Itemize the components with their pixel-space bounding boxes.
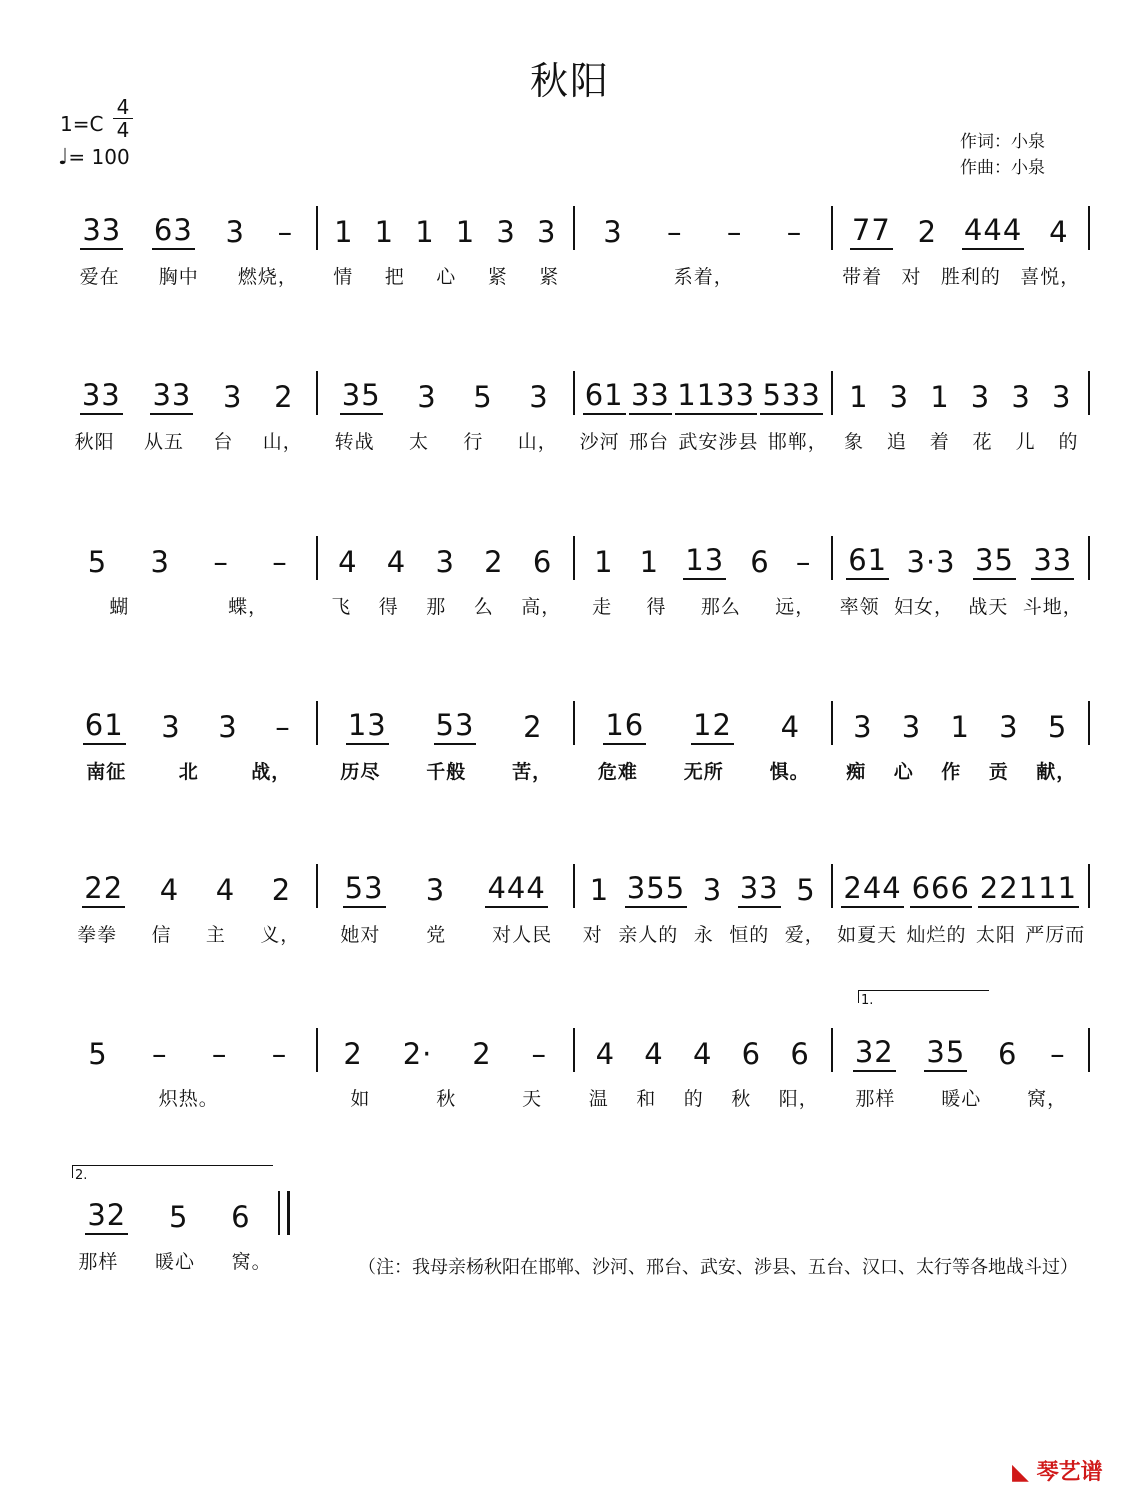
note: 61 (583, 377, 626, 415)
note: – (667, 215, 683, 249)
note: 33 (150, 377, 193, 415)
measure (318, 1036, 574, 1072)
lyric: 紧 (539, 266, 560, 288)
lyrics-measure (318, 427, 576, 454)
measure (575, 707, 831, 745)
lyric: 的 (1058, 431, 1079, 453)
final-barline (278, 1191, 290, 1235)
lyric: 天 (522, 1088, 543, 1110)
note: – (531, 1037, 548, 1071)
lyrics-measure (60, 427, 318, 454)
note: 4 (159, 873, 180, 907)
lyric: 燃烧， (237, 266, 298, 288)
note: 1 (455, 215, 476, 249)
lyric: 邯郸， (767, 431, 828, 453)
measure (833, 379, 1089, 415)
lyric: 斗地， (1022, 596, 1083, 618)
note: 13 (346, 707, 389, 745)
lyric: 痴 (846, 761, 867, 783)
note: 33 (738, 870, 781, 908)
lyrics-row (60, 1084, 1090, 1111)
barline (1088, 701, 1090, 745)
lyrics-measure (575, 920, 833, 947)
lyric: 从五 (144, 431, 185, 453)
time-signature-top: 4 (116, 95, 130, 119)
note: 1 (930, 380, 950, 414)
note: 4 (215, 873, 236, 907)
measure (575, 214, 831, 250)
note: 533 (760, 377, 822, 415)
note: 1133 (675, 377, 757, 415)
lyrics-row (60, 262, 1090, 289)
lyric: 如 (350, 1088, 371, 1110)
volta-second-ending: 2. (72, 1165, 273, 1178)
lyric: 秋 (436, 1088, 457, 1110)
lyric: 花 (972, 431, 993, 453)
note: 2 (274, 380, 294, 414)
key-signature: 1=C (60, 112, 104, 136)
note: 5 (473, 380, 493, 414)
lyric: 危难 (597, 761, 638, 783)
lyricist-credit: 作词：小泉 (960, 132, 1045, 152)
note: 6 (997, 1037, 1018, 1071)
measure (833, 212, 1089, 250)
measure (318, 377, 574, 415)
site-logo (1012, 1455, 1103, 1486)
note: – (211, 1037, 228, 1071)
note: 22111 (978, 870, 1079, 908)
measure (318, 544, 574, 580)
lyric: 行 (463, 431, 484, 453)
lyric: 温 (588, 1088, 609, 1110)
lyrics-measure (318, 920, 576, 947)
note: 5 (796, 873, 816, 907)
lyric: 紧 (487, 266, 508, 288)
lyric: 千般 (426, 761, 467, 783)
lyric: 台 (213, 431, 234, 453)
lyric: 信 (151, 924, 172, 946)
quarter-note-icon: ♩ (58, 145, 69, 170)
lyric: 儿 (1015, 431, 1036, 453)
lyric: 对人民 (492, 924, 553, 946)
lyrics-measure (833, 1084, 1091, 1111)
note: 1 (334, 215, 354, 249)
logo-text: 琴艺谱 (1036, 1460, 1103, 1485)
tempo-marking (58, 145, 130, 170)
note: 2 (523, 710, 543, 744)
measure (60, 870, 316, 908)
note: 1 (374, 215, 395, 249)
note: 2· (402, 1037, 433, 1071)
notation-row (60, 685, 1090, 745)
lyrics-row (60, 592, 1090, 619)
lyric: 如夏天 (837, 924, 898, 946)
note: 61 (846, 542, 889, 580)
note: – (1050, 1037, 1066, 1071)
measure (833, 1034, 1089, 1072)
lyric: 对 (582, 924, 603, 946)
lyrics-measure (60, 920, 318, 947)
lyric: 飞 (331, 596, 352, 618)
lyrics-measure (318, 1084, 576, 1111)
lyric: 心 (893, 761, 914, 783)
lyric: 历尽 (340, 761, 381, 783)
lyric: 战天 (968, 596, 1009, 618)
note: – (726, 215, 743, 249)
note: – (271, 1037, 288, 1071)
lyrics-row (60, 920, 1090, 947)
note: 22 (82, 870, 125, 908)
logo-mark-icon: ◣ (1012, 1460, 1029, 1485)
lyric: 蝴 (109, 596, 130, 618)
note: 666 (910, 870, 972, 908)
note: 2 (271, 873, 292, 907)
note: 33 (80, 212, 123, 250)
measure (833, 542, 1089, 580)
lyric: 胜利的 (940, 266, 1001, 288)
tempo-value: = 100 (68, 145, 130, 169)
barline (1088, 206, 1090, 250)
note: 63 (152, 212, 195, 250)
lyric: 那 (426, 596, 447, 618)
lyric: 高， (521, 596, 562, 618)
lyrics-measure (60, 262, 318, 289)
lyric: 情 (333, 266, 354, 288)
lyric: 那么 (700, 596, 741, 618)
lyric: 对 (901, 266, 922, 288)
lyric: 义， (260, 924, 301, 946)
lyric: 无所 (683, 761, 724, 783)
note: 1 (589, 873, 610, 907)
lyric: 转战 (334, 431, 375, 453)
lyric: 贡 (988, 761, 1009, 783)
volta-first-ending: 1. (858, 990, 989, 1003)
lyric: 得 (646, 596, 667, 618)
measure (575, 542, 831, 580)
lyric: 阳， (778, 1088, 819, 1110)
measure (60, 707, 316, 745)
lyric: 恒的 (729, 924, 770, 946)
note: 4 (644, 1037, 664, 1071)
lyrics-row (60, 757, 1090, 784)
note: – (272, 545, 288, 579)
notation-row (60, 1175, 290, 1235)
note: 5 (88, 1037, 108, 1071)
lyric: 炽热。 (158, 1088, 219, 1110)
lyric: 苦， (512, 761, 553, 783)
note: 4 (692, 1037, 713, 1071)
lyrics-measure (318, 592, 576, 619)
note: 3 (225, 215, 245, 249)
lyric: 妇女， (894, 596, 955, 618)
note: 3 (161, 710, 181, 744)
lyric: 灿烂的 (906, 924, 967, 946)
lyric: 窝， (1027, 1088, 1068, 1110)
time-signature-bottom: 4 (113, 118, 133, 141)
note: 355 (625, 870, 687, 908)
lyrics-measure (575, 1084, 833, 1111)
note: 3 (889, 380, 910, 414)
notation-row (60, 355, 1090, 415)
note: 33 (629, 377, 672, 415)
note: 2 (484, 545, 504, 579)
lyric: 那样 (855, 1088, 896, 1110)
lyric: 么 (473, 596, 494, 618)
lyric: 把 (384, 266, 405, 288)
lyric: 惧。 (769, 761, 810, 783)
measure (833, 870, 1089, 908)
note: 3 (150, 545, 170, 579)
lyrics-measure (833, 262, 1091, 289)
notation-row (60, 520, 1090, 580)
lyric: 追 (886, 431, 907, 453)
note: 32 (85, 1197, 128, 1235)
lyric: 亲人的 (618, 924, 679, 946)
lyric: 主 (205, 924, 226, 946)
note: 13 (683, 542, 726, 580)
lyrics-row (60, 1247, 290, 1274)
lyric: 走 (592, 596, 613, 618)
lyric: 着 (929, 431, 950, 453)
lyric: 蝶， (228, 596, 269, 618)
note: 2 (917, 215, 938, 249)
measure (575, 1036, 831, 1072)
lyric: 和 (636, 1088, 657, 1110)
lyric: 作 (941, 761, 962, 783)
note: – (786, 215, 803, 249)
lyric: 严厉而 (1025, 924, 1086, 946)
notation-row (60, 848, 1090, 908)
lyric: 那样 (78, 1251, 119, 1273)
lyric: 拳拳 (77, 924, 118, 946)
note: 3 (496, 215, 516, 249)
note: 35 (340, 377, 383, 415)
barline (1088, 371, 1090, 415)
barline (1088, 536, 1090, 580)
lyric: 山， (517, 431, 558, 453)
note: 4 (780, 710, 801, 744)
note: 244 (841, 870, 903, 908)
note: 53 (343, 870, 386, 908)
lyric: 心 (436, 266, 457, 288)
lyric: 窝。 (231, 1251, 272, 1273)
composer-credit: 作曲：小泉 (960, 158, 1045, 178)
measure (60, 377, 316, 415)
measure (318, 870, 574, 908)
lyric: 南征 (86, 761, 127, 783)
lyrics-measure (833, 757, 1091, 784)
lyric: 武安涉县 (678, 431, 759, 453)
lyric: 北 (178, 761, 199, 783)
notation-row (60, 1012, 1090, 1072)
time-signature (113, 96, 133, 141)
note: 1 (594, 545, 614, 579)
note: 35 (973, 542, 1016, 580)
note: 2 (472, 1037, 492, 1071)
lyrics-row (60, 427, 1090, 454)
lyrics-measure (60, 757, 318, 784)
note: 33 (80, 377, 123, 415)
lyrics-measure (318, 757, 576, 784)
note: 5 (1047, 710, 1068, 744)
lyric: 爱在 (79, 266, 120, 288)
note: 3 (529, 380, 549, 414)
lyric: 永 (693, 924, 714, 946)
note: 3 (853, 710, 873, 744)
note: 5 (168, 1200, 189, 1234)
lyric: 秋 (731, 1088, 752, 1110)
note: 61 (83, 707, 126, 745)
lyrics-measure (60, 1084, 318, 1111)
note: 3 (218, 710, 238, 744)
note: 2 (343, 1037, 363, 1071)
measure (60, 1197, 278, 1235)
note: 53 (434, 707, 477, 745)
note: 4 (386, 545, 407, 579)
lyrics-measure (318, 262, 576, 289)
note: 4 (595, 1037, 616, 1071)
lyrics-measure (60, 1247, 290, 1274)
measure (833, 709, 1089, 745)
lyric: 喜悦， (1020, 266, 1081, 288)
note: – (795, 545, 812, 579)
note: – (275, 710, 291, 744)
note: 444 (962, 212, 1024, 250)
measure (60, 544, 316, 580)
lyrics-measure (575, 757, 833, 784)
lyric: 党 (426, 924, 447, 946)
barline (1088, 864, 1090, 908)
note: 6 (532, 545, 553, 579)
lyric: 太阳 (975, 924, 1016, 946)
measure (60, 212, 316, 250)
note: 6 (741, 1037, 762, 1071)
lyric: 战， (251, 761, 292, 783)
note: 3 (901, 710, 922, 744)
note: – (277, 215, 294, 249)
note: 1 (950, 710, 970, 744)
lyric: 率领 (839, 596, 880, 618)
note: 3 (1051, 380, 1072, 414)
lyric: 得 (378, 596, 399, 618)
lyric: 她对 (340, 924, 381, 946)
note: 6 (231, 1200, 251, 1234)
note: 3·3 (906, 545, 956, 579)
note: 3 (223, 380, 243, 414)
lyric: 邢台 (629, 431, 670, 453)
note: 1 (639, 545, 660, 579)
lyric: 献， (1036, 761, 1077, 783)
barline (1088, 1028, 1090, 1072)
note: 4 (338, 545, 358, 579)
lyric: 太 (409, 431, 430, 453)
note: 35 (924, 1034, 967, 1072)
note: 33 (1031, 542, 1074, 580)
note: 3 (999, 710, 1019, 744)
footnote: （注：我母亲杨秋阳在邯郸、沙河、邢台、武安、涉县、五台、汉口、太行等各地战斗过） (358, 1257, 1078, 1278)
note: – (152, 1037, 168, 1071)
note: 12 (691, 707, 734, 745)
note: 1 (849, 380, 869, 414)
lyric: 暖心 (941, 1088, 982, 1110)
measure (318, 707, 574, 745)
measure (60, 1036, 316, 1072)
note: 3 (702, 873, 723, 907)
note: 3 (435, 545, 455, 579)
note: 16 (603, 707, 646, 745)
lyrics-measure (575, 427, 833, 454)
lyric: 爱， (784, 924, 825, 946)
lyric: 的 (683, 1088, 704, 1110)
note: 6 (790, 1037, 810, 1071)
note: 6 (750, 545, 770, 579)
lyric: 象 (843, 431, 864, 453)
note: 3 (603, 215, 623, 249)
note: 444 (485, 870, 547, 908)
measure (318, 214, 574, 250)
lyric: 沙河 (579, 431, 620, 453)
note: 3 (1011, 380, 1031, 414)
lyric: 山， (262, 431, 303, 453)
lyric: 系着， (673, 266, 734, 288)
lyrics-measure (833, 427, 1091, 454)
lyric: 秋阳 (74, 431, 115, 453)
measure (575, 870, 831, 908)
note: 3 (536, 215, 557, 249)
notation-row (60, 190, 1090, 250)
lyrics-measure (833, 920, 1091, 947)
lyric: 远， (775, 596, 816, 618)
lyrics-measure (575, 592, 833, 619)
note: 77 (850, 212, 893, 250)
lyrics-measure (60, 592, 318, 619)
lyric: 带着 (842, 266, 883, 288)
lyric: 胸中 (158, 266, 199, 288)
page-title: 秋阳 (529, 59, 610, 103)
note: 32 (853, 1034, 896, 1072)
lyric: 暖心 (154, 1251, 195, 1273)
note: 1 (415, 215, 435, 249)
lyrics-measure (575, 262, 833, 289)
note: 3 (425, 873, 446, 907)
note: 3 (417, 380, 437, 414)
note: – (213, 545, 229, 579)
measure (575, 377, 831, 415)
lyrics-measure (833, 592, 1091, 619)
note: 3 (970, 380, 991, 414)
note: 4 (1049, 215, 1069, 249)
note: 5 (87, 545, 108, 579)
